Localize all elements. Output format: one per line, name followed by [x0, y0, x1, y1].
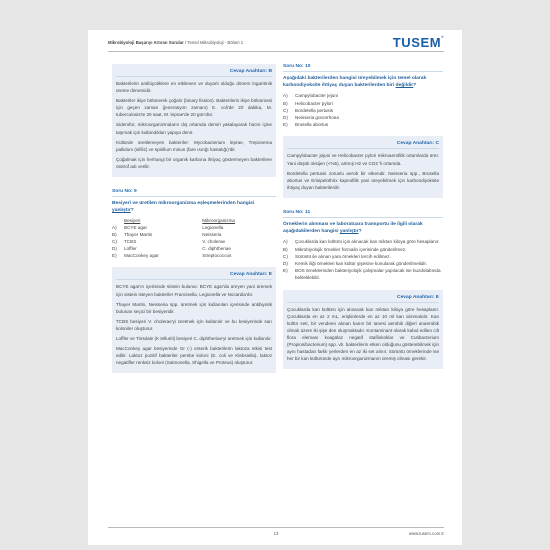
- option-text: Bordetella pertusis: [295, 107, 334, 113]
- question-text-part: Aşağıdaki bakterilerden hangisi üreyebilmek için temel olarak karbondiyoksite ihtiyaç duyan bakterilerden biri: [283, 76, 427, 89]
- answer-paragraph: Kültürde üretilemeyen bakteriler: Mycobacterium leprae, Treponema pallidum (sifiliz) ve spirillum minus (fare ısırığı hastalığı)'dir.: [116, 139, 272, 152]
- question-heading: Soru No: 9: [112, 187, 276, 197]
- option-row[interactable]: [112, 245, 276, 252]
- answer-paragraph: Siderofor, mikroorganizmaların dış ortamda demiri yakalayarak hücre içine taşımak için kullandıkları yapıya denir.: [116, 122, 272, 135]
- question-11: [283, 208, 443, 290]
- option-key: D): [283, 260, 288, 266]
- option-text: Brusella abortus: [295, 122, 329, 128]
- option-key: C): [283, 253, 288, 259]
- option-key: A): [283, 239, 288, 245]
- answer-paragraph: Çocuklarda kan kültürü için alınacak kan miktarı kiloya göre hesaplanır. Çocuklarda en az 2 mL, erişkinlerde en az 10 ml kan alınmalıdır. Kan kültür seti, bir vendeen alınan kanın bir tanesi aerobik diğeri anaerobik olmak üzere iki şişe den oluşmaktadır. Kontaminant olarak kabul edilen cilt flora elemanı koagülaz negatif stafilokoklar ve Cutibacterium (Propionibacterium) spp. vb. bakterilerin etken olduğunu gösterebilmek için aynı hastadan farklı yerlerden en az iki set alınır. Sürüntü örneklerinde ise her bir kan kültüründe ayrı mikroorganizmanın üremiş olması gerekir.: [287, 306, 439, 362]
- option-text: Mikrobiyolojik örnekler formalin içerisinde gönderilmez.: [295, 246, 407, 252]
- option-key: B): [283, 100, 288, 106]
- table-header-spacer: [112, 217, 124, 224]
- question-mark: ?: [358, 229, 362, 235]
- answer-paragraph: Bakteriler ikiye bölünerek çoğalır (binary fission). Bakterilerin ikiye bölünmesi için geçen zaman (jenerasyon zamanı) E. coli'de 20 dakika, M. tuberculosis'te 20 saat, M. leprae'de 20 gün'dür.: [116, 98, 272, 118]
- answer-paragraph: Bordetella pertusis zorunlu aerob bir etkendir. Neisseria spp., Brusella abortus ve Erisipelothrix kapnofilik yani üreyebilmek için karbondiyoksite ihtiyaç duyan bakterilerdir.: [287, 170, 439, 190]
- option-row[interactable]: [112, 224, 276, 231]
- document-page: [88, 30, 462, 545]
- option-key: C): [112, 239, 117, 245]
- question-text: [283, 221, 443, 235]
- answer-paragraph: TCBS besiyeri V. cholerae'yi üretmek için kullanılır ve bu besiyerinde sarı koloniler oluşturur.: [116, 318, 272, 331]
- answer-key-box-3: [283, 136, 443, 197]
- answer-key-box-1: [112, 64, 276, 177]
- question-emphasis: yanlıştır: [339, 229, 359, 235]
- column-header-medium: Besiyeri: [124, 218, 141, 224]
- question-text-part: Örneklerin alınması ve laboratuara transportu ile ilgili olarak aşağıdakilerden hangisi: [283, 221, 423, 235]
- answer-paragraph: BCYE agar'ın içerisinde sistein bulunur. BCYE agar'da üreyen yani üremek için sistein isteyen bakteriler Francisella, Legionella ve Nocardia'dır.: [116, 284, 272, 297]
- option-row[interactable]: [112, 238, 276, 245]
- question-10: [283, 62, 443, 136]
- answer-key-box-2: [112, 267, 276, 373]
- question-emphasis: yanlıştır: [112, 208, 131, 214]
- answer-key-heading: Cevap Anahtarı: E: [116, 270, 272, 280]
- page-number: 13: [273, 531, 279, 536]
- option-key: D): [112, 246, 117, 252]
- answer-paragraph: MacConkey agar besiyerinde Gr (-) enterik bakterilerin laktoza etkisi test edilir. Laktoz pozitif bakteriler pembe koloni (E. coli ve Klebsiella), laktoz negatifler renksiz koloni (Salmonella, Shigella ve Proteus) oluşturur.: [116, 346, 272, 366]
- answer-paragraph: Thayer Martin, Neisseria spp. üretmek için kullanılan içerisinde antibiyotik bulunan seçici bir besiyeridir.: [116, 301, 272, 314]
- header-title: [108, 40, 243, 45]
- option-key: C): [283, 107, 288, 113]
- option-key: B): [283, 246, 288, 252]
- page-footer: [108, 527, 444, 537]
- tusem-logo: [393, 35, 444, 50]
- question-text: [283, 75, 443, 89]
- option-row[interactable]: [112, 231, 276, 238]
- option-organism: Streptococcus: [202, 253, 232, 259]
- book-title: Mikrobiyoloji Başarıyı Artıran Sorular: [108, 40, 184, 45]
- option-key: E): [283, 122, 288, 128]
- question-9: [112, 187, 276, 259]
- question-mark: ?: [130, 208, 134, 214]
- option-item[interactable]: [283, 260, 443, 267]
- option-item[interactable]: [283, 114, 443, 121]
- option-medium: MacConkey agar: [124, 253, 159, 259]
- answer-paragraph: Çoğalmak için herhangi bir organik karbona ihtiyaç göstermeyen bakterilere ototrof adı verilir.: [116, 156, 272, 169]
- option-item[interactable]: [283, 253, 443, 260]
- option-key: E): [112, 253, 117, 259]
- question-emphasis: değildir: [395, 83, 414, 89]
- option-medium: Thayer Martin: [124, 232, 153, 238]
- answer-paragraph: Bakterilerin antibiyotiklere en etkilenen ve duyarlı olduğu dönem logaritmik üreme dönemidir.: [116, 81, 272, 94]
- right-column: [283, 62, 443, 379]
- option-text: Helicobacter pylori: [295, 100, 333, 106]
- option-key: A): [283, 93, 288, 99]
- left-column: [112, 64, 276, 383]
- spacer: [283, 128, 443, 136]
- option-organism: Neisseria: [202, 232, 222, 238]
- option-medium: Loffler: [124, 246, 137, 252]
- option-organism: Legionella: [202, 225, 224, 231]
- option-text: Sürüntü ile alınan yara örnekleri tercih edilmez.: [295, 253, 391, 259]
- option-text: Çocuklarda kan kültürü için alınacak kan miktarı kiloya göre hesaplanır.: [295, 239, 440, 245]
- question-text-part: Besiyeri ve üretilen mikroorganizma eşleşmelerinden hangisi: [112, 201, 255, 207]
- footer-url[interactable]: www.tusem.com.tr: [408, 531, 444, 536]
- option-item[interactable]: [283, 238, 443, 245]
- option-item[interactable]: [283, 267, 443, 281]
- logo-text: TUSEM: [392, 35, 442, 50]
- answer-key-box-4: [283, 290, 443, 370]
- option-item[interactable]: [283, 100, 443, 107]
- page-header: [108, 35, 444, 52]
- option-organism: V. cholerae: [202, 239, 226, 245]
- option-organism: C. diphtheriae: [202, 246, 231, 252]
- option-item[interactable]: [283, 121, 443, 128]
- option-text: Kemik iliği örnekleri kan kültür şişesine konularak gönderilmelidir.: [295, 260, 428, 266]
- option-medium: BCYE agar: [124, 225, 147, 231]
- question-heading: Soru No: 11: [283, 208, 443, 218]
- answer-key-heading: Cevap Anahtarı: E: [287, 293, 439, 303]
- answer-paragraph: Campylobacter jejuni ve Helicobacter pylori mikroaerofilik ortamlarda ürer. Yani düşük oksijen (<%5), artmış H2 ve CO2 'li ortamda.: [287, 153, 439, 166]
- option-text: Neisseria gonorrhoea: [295, 115, 339, 121]
- answer-paragraph: Loffler ve Tinsdale (K telluriti) besiyeri C. diphtheriae'yi üretmek için kullanılır.: [116, 336, 272, 341]
- column-header-organism: Mikroorganizma: [202, 218, 235, 224]
- registered-mark: ®: [441, 35, 444, 39]
- answer-key-heading: Cevap Anahtarı: B: [116, 67, 272, 77]
- option-row[interactable]: [112, 252, 276, 259]
- header-separator: /: [183, 40, 188, 45]
- option-medium: TCBS: [124, 239, 137, 245]
- option-key: E): [283, 268, 288, 274]
- option-key: B): [112, 232, 117, 238]
- option-key: A): [112, 225, 117, 231]
- option-item[interactable]: [283, 246, 443, 253]
- answer-key-heading: Cevap Anahtarı: C: [287, 139, 439, 149]
- option-item[interactable]: [283, 92, 443, 99]
- spacer: [283, 282, 443, 290]
- question-heading: Soru No: 10: [283, 62, 443, 72]
- option-key: D): [283, 115, 288, 121]
- option-item[interactable]: [283, 107, 443, 114]
- option-text: BOS örneklerinden bakteriyolojik çalışmalar yapılacak ise buzdolabında bekletilebilir.: [295, 268, 441, 281]
- question-mark: ?: [413, 83, 417, 89]
- option-text: Campylobacter jejuni: [295, 93, 338, 99]
- question-text: [112, 200, 276, 214]
- matching-table: [112, 217, 276, 259]
- chapter-title: Temel Mikrobiyoloji - Bölüm 1: [187, 40, 244, 45]
